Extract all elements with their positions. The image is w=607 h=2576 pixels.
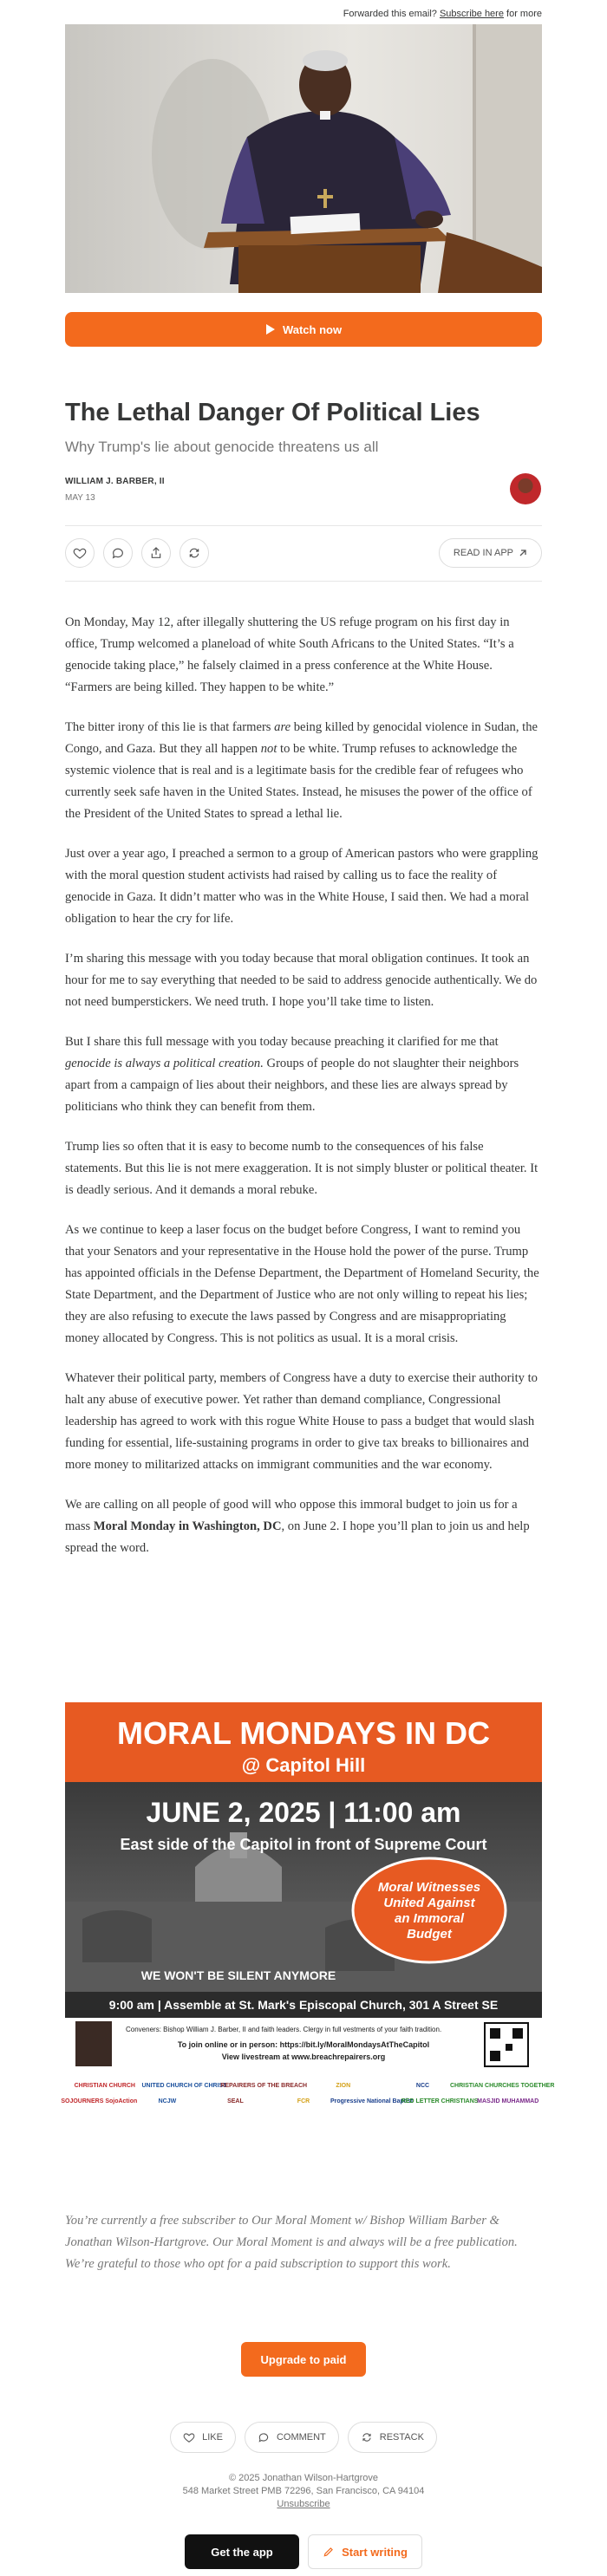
poster-headline: MORAL MONDAYS IN DC — [116, 1715, 491, 1751]
paragraph: As we continue to keep a laser focus on the budget before Congress, I want to remind you that your Senators and your representative in the House hold the power of the purse. Trump has appointed officials in the Defense Department, the Department of Homeland Security, the State Department, and the Department of Justice who are not only willing to repeat his lies; they are also refusing to execute the laws passed by Congress and are misappropriating money allocated by Congress. This is not politics as usual. It is a moral crisis. — [65, 1223, 539, 1345]
copyright: © 2025 Jonathan Wilson-Hartgrove — [229, 2473, 378, 2483]
comment-label: COMMENT — [276, 2432, 326, 2443]
restack-label: RESTACK — [379, 2432, 424, 2443]
heart-icon — [183, 2431, 195, 2443]
poster-subhead: @ Capitol Hill — [241, 1754, 366, 1776]
post-subtitle: Why Trump's lie about genocide threatens us all — [65, 439, 379, 455]
post-title[interactable]: The Lethal Danger Of Political Lies — [65, 399, 480, 426]
sponsor-logo: FCR — [297, 2098, 310, 2104]
play-icon — [265, 323, 276, 335]
comment-icon — [111, 546, 125, 560]
share-icon — [149, 546, 163, 560]
post-actions — [65, 536, 542, 570]
paragraph: The bitter irony of this lie is that farmers are being killed by genocidal violence in Sudan, the Congo, and Gaza. But they all happen not to be white. Trump refuses to acknowledge the systemic violence that is real and is a legitimate basis for the credible fear of refugees who currently seek safe haven in the United States. Instead, he misuses the power of the office of the President of the United States to spread a lethal lie. — [65, 720, 538, 821]
paragraph: Just over a year ago, I preached a sermon to a group of American pastors who were grappling with the moral question student activists had raised by calling us to face the reality of genocide in Gaza. It didn’t matter who was in the White House, I said then. We had a moral obligation to hear the cry for life. — [65, 847, 538, 926]
forward-prefix: Forwarded this email? — [343, 9, 437, 19]
get-app-button[interactable]: Get the app — [185, 2534, 299, 2569]
unsubscribe-link[interactable]: Unsubscribe — [277, 2499, 330, 2509]
restack-button[interactable] — [179, 538, 209, 568]
start-writing-button[interactable] — [308, 2534, 422, 2569]
restack-icon — [187, 546, 201, 560]
divider — [65, 525, 542, 526]
poster-join: To join online or in person: https://bit.ly/MoralMondaysAtTheCapitol — [177, 2040, 430, 2049]
pen-icon — [323, 2546, 335, 2558]
sponsor-logo: Progressive National Baptist — [330, 2098, 414, 2104]
paragraph: But I share this full message with you today because preaching it clarified for me that genocide is always a political creation. Groups of people do not slaughter their neighbors apart from a campaign of lies about their neighbors, and these lies are always spread by politicians who think they can benefit from them. — [65, 1035, 519, 1114]
read-in-app-label: READ IN APP — [453, 548, 513, 558]
share-button[interactable] — [141, 538, 171, 568]
poster-location: East side of the Capitol in front of Supreme Court — [120, 1836, 487, 1853]
comment-button[interactable] — [103, 538, 133, 568]
footer-info — [0, 2472, 607, 2511]
post-body — [65, 612, 542, 1577]
restack-icon — [361, 2431, 373, 2443]
restack-pill[interactable] — [348, 2422, 437, 2453]
video-thumbnail[interactable] — [65, 24, 542, 293]
paragraph: We are calling on all people of good will who oppose this immoral budget to join us for a mass Moral Monday in Washington, DC, on June 2. I hope you’ll plan to join us and help spread the word. — [65, 1498, 530, 1555]
poster-sponsors-row-2 — [61, 2098, 538, 2104]
sponsor-logo: RED LETTER CHRISTIANS — [401, 2098, 479, 2104]
heart-icon — [73, 546, 87, 560]
sponsor-logo: SOJOURNERS SojoAction — [61, 2098, 138, 2104]
post-author[interactable]: WILLIAM J. BARBER, II — [65, 477, 165, 486]
poster-datetime: JUNE 2, 2025 | 11:00 am — [146, 1797, 461, 1828]
event-poster[interactable] — [61, 1702, 555, 2110]
sponsor-logo: CHRISTIAN CHURCH — [74, 2083, 135, 2089]
watch-now-button[interactable] — [65, 312, 542, 347]
footer-buttons — [0, 2534, 607, 2569]
poster-conveners: Conveners: Bishop William J. Barber, II and faith leaders. Clergy in full vestments of your faith tradition. — [126, 2026, 442, 2033]
sponsor-logo: CHRISTIAN CHURCHES TOGETHER — [449, 2083, 555, 2089]
poster-banner: WE WON'T BE SILENT ANYMORE — [140, 1968, 336, 1982]
avatar[interactable] — [510, 473, 541, 504]
paragraph: Whatever their political party, members of Congress have a duty to exercise their authority to halt any abuse of executive power. Yet rather than demand compliance, Congressional leadership has agreed to work with this rogue White House to pass a budget that would slash funding for essential, life-sustaining programs in order to give tax breaks to billionaires and more money to militarized attacks on immigrant communities and the war economy. — [65, 1371, 538, 1472]
upgrade-button[interactable]: Upgrade to paid — [241, 2342, 366, 2377]
read-in-app-button[interactable] — [439, 538, 542, 568]
sponsor-logo: UNITED CHURCH OF CHRIST — [141, 2083, 227, 2089]
post-date: MAY 13 — [65, 493, 95, 503]
poster-badge-line: an Immoral — [394, 1911, 465, 1926]
like-button[interactable] — [65, 538, 95, 568]
sponsor-logo: SEAL — [227, 2098, 244, 2104]
like-label: LIKE — [202, 2432, 223, 2443]
like-pill[interactable] — [170, 2422, 236, 2453]
sponsor-logo: NCJW — [158, 2098, 177, 2104]
paragraph: I’m sharing this message with you today because that moral obligation continues. It took an hour for me to say everything that needed to be said to address genocide authentically. We do not need bumperstickers. We need truth. I hope you’ll take time to listen. — [65, 952, 538, 1009]
subscriber-note: You’re currently a free subscriber to Our Moral Moment w/ Bishop William Barber & Jonathan Wilson-Hartgrove. Our Moral Moment is and always will be a free publication. We’re grateful to those who opt for a paid subscription to support this work. — [65, 2214, 518, 2271]
poster-badge-line: Budget — [407, 1927, 452, 1942]
start-writing-label: Start writing — [342, 2545, 408, 2559]
poster-livestream: View livestream at www.breachrepairers.org — [221, 2052, 386, 2061]
poster-badge-line: Moral Witnesses — [377, 1880, 481, 1895]
comment-icon — [258, 2431, 270, 2443]
engagement-bar — [0, 2422, 607, 2453]
sponsor-logo: REPAIRERS OF THE BREACH — [220, 2083, 308, 2089]
divider — [65, 581, 542, 582]
sponsor-logo: NCC — [415, 2083, 430, 2089]
sponsor-logo: ZION — [336, 2083, 351, 2089]
address: 548 Market Street PMB 72296, San Francisco, CA 94104 — [182, 2486, 425, 2496]
poster-badge-line: United Against — [383, 1896, 475, 1910]
comment-pill[interactable] — [245, 2422, 339, 2453]
subscribe-link[interactable]: Subscribe here — [439, 9, 504, 19]
arrow-up-right-icon — [519, 549, 527, 557]
watch-now-label: Watch now — [282, 322, 343, 336]
forward-suffix: for more — [506, 9, 542, 19]
paragraph: Trump lies so often that it is easy to become numb to the consequences of his false statements. But this lie is not mere exaggeration. It is not simply bluster or political theater. It is deadly serious. And it demands a moral rebuke. — [65, 1140, 538, 1197]
paragraph: On Monday, May 12, after illegally shuttering the US refuge program on his first day in office, Trump welcomed a planeload of white South Africans to the United States. “It’s a genocide taking place,” he falsely claimed in a press conference at the White House. “Farmers are being killed. They happen to be white.” — [65, 615, 514, 694]
forward-note — [343, 9, 542, 19]
poster-assemble: 9:00 am | Assemble at St. Mark's Episcopal Church, 301 A Street SE — [108, 1998, 499, 2012]
sponsor-logo: MASJID MUHAMMAD — [477, 2098, 539, 2104]
